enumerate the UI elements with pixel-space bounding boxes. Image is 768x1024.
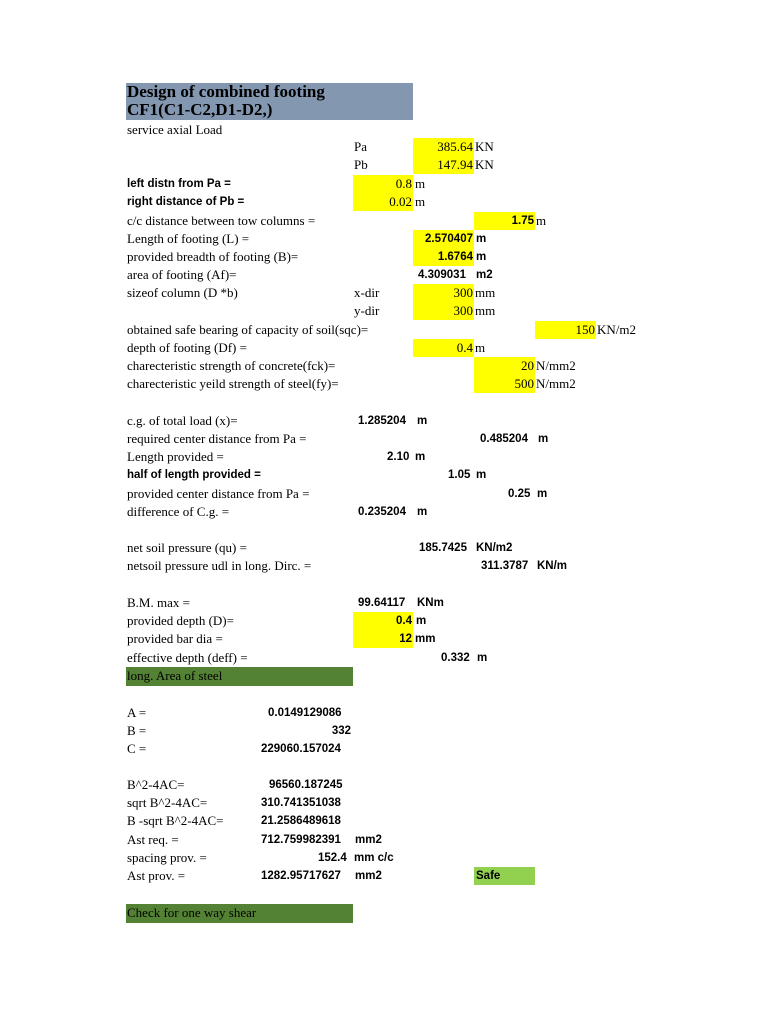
ast-req-label: Ast req. = [127,832,179,847]
spacing-unit: mm c/c [354,852,394,864]
left-distn-unit: m [415,176,426,191]
fy-unit: N/mm2 [536,376,576,391]
half-length-unit: m [476,469,487,481]
b2-4ac-value: 96560.187245 [269,779,343,791]
breadth-footing-value: 1.6764 [437,251,473,263]
cc-dist-label: c/c distance between tow columns = [127,213,316,228]
b-sqrt-value: 21.2586489618 [261,815,341,827]
ast-prov-unit: mm2 [355,870,382,882]
column-y-value: 300 [453,303,473,318]
prov-center-value: 0.25 [508,488,531,500]
net-udl-label: netsoil pressure udl in long. Dirc. = [127,558,312,573]
pb-label: Pb [354,157,368,172]
column-x-dir: x-dir [354,285,380,300]
pb-unit: KN [475,157,494,172]
service-axial-load-label: service axial Load [127,122,223,137]
right-dist-label: right distance of Pb = [127,196,245,208]
sqrt-b2-4ac-label: sqrt B^2-4AC= [127,795,208,810]
bm-max-unit: KNm [417,597,444,609]
half-length-value: 1.05 [448,469,471,481]
net-soil-label: net soil pressure (qu) = [127,540,247,555]
ast-req-value: 712.759982391 [261,834,341,846]
fck-value: 20 [521,358,534,373]
prov-depth-value: 0.4 [396,615,412,627]
area-footing-unit: m2 [476,269,493,281]
cc-dist-unit: m [536,213,547,228]
length-footing-unit: m [476,233,487,245]
column-y-unit: mm [475,303,496,318]
eff-depth-value: 0.332 [441,652,470,664]
depth-footing-unit: m [475,340,486,355]
fck-unit: N/mm2 [536,358,576,373]
fy-label: charecteristic yeild strength of steel(fy)= [127,376,339,391]
area-footing-value: 4.309031 [418,269,466,281]
a-label: A = [127,705,147,720]
fck-label: charecteristic strength of concrete(fck)= [127,358,336,373]
ast-prov-value: 1282.95717627 [261,870,341,882]
ast-prov-status: Safe [476,870,501,882]
spacing-label: spacing prov. = [127,850,207,865]
bar-dia-unit: mm [415,633,436,645]
length-provided-value: 2.10 [387,451,410,463]
diff-cg-unit: m [417,506,428,518]
a-value: 0.0149129086 [268,707,342,719]
sbc-unit: KN/m2 [597,322,636,337]
net-udl-unit: KN/m [537,560,568,572]
column-y-dir: y-dir [354,303,380,318]
depth-footing-label: depth of footing (Df) = [127,340,247,355]
length-footing-label: Length of footing (L) = [127,231,250,246]
breadth-footing-label: provided breadth of footing (B)= [127,249,299,264]
cg-total-unit: m [417,415,428,427]
long-area-header: long. Area of steel [127,668,223,683]
length-provided-label: Length provided = [127,449,224,464]
c-value: 229060.157024 [261,743,341,755]
area-footing-label: area of footing (Af)= [127,267,237,282]
one-way-shear-header: Check for one way shear [127,905,257,920]
fy-value: 500 [514,376,534,391]
b-sqrt-label: B -sqrt B^2-4AC= [127,813,224,828]
half-length-label: half of length provided = [127,469,261,481]
column-x-unit: mm [475,285,496,300]
breadth-footing-unit: m [476,251,487,263]
column-x-value: 300 [453,285,473,300]
cg-total-value: 1.285204 [358,415,406,427]
req-center-label: required center distance from Pa = [127,431,307,446]
bm-max-label: B.M. max = [127,595,190,610]
net-soil-value: 185.7425 [419,542,467,554]
bm-max-value: 99.64117 [358,597,406,609]
eff-depth-unit: m [477,652,488,664]
pa-unit: KN [475,139,494,154]
c-label: C = [127,741,147,756]
pa-value: 385.64 [437,139,473,154]
prov-depth-label: provided depth (D)= [127,613,234,628]
ast-req-unit: mm2 [355,834,382,846]
sqrt-b2-4ac-value: 310.741351038 [261,797,341,809]
b2-4ac-label: B^2-4AC= [127,777,185,792]
b-label: B = [127,723,147,738]
eff-depth-label: effective depth (deff) = [127,650,248,665]
bar-dia-label: provided bar dia = [127,631,223,646]
pb-value: 147.94 [437,157,473,172]
right-dist-unit: m [415,194,426,209]
title-line-1: Design of combined footing [127,82,325,101]
net-udl-value: 311.3787 [481,560,529,572]
bar-dia-value: 12 [399,633,412,645]
cc-dist-value: 1.75 [511,215,534,227]
spacing-value: 152.4 [318,852,347,864]
ast-prov-label: Ast prov. = [127,868,186,883]
right-dist-value: 0.02 [389,194,412,209]
pa-label: Pa [354,139,367,154]
req-center-unit: m [538,433,549,445]
prov-depth-unit: m [416,615,427,627]
title-line-2: CF1(C1-C2,D1-D2,) [127,100,273,119]
diff-cg-value: 0.235204 [358,506,406,518]
column-size-label: sizeof column (D *b) [127,285,238,300]
left-distn-label: left distn from Pa = [127,178,231,190]
b-value: 332 [331,725,351,737]
cg-total-label: c.g. of total load (x)= [127,413,238,428]
sbc-value: 150 [575,322,595,337]
length-provided-unit: m [415,451,426,463]
depth-footing-value: 0.4 [456,340,473,355]
prov-center-unit: m [537,488,548,500]
req-center-value: 0.485204 [480,433,528,445]
left-distn-value: 0.8 [395,176,412,191]
sbc-label: obtained safe bearing of capacity of soil(sqc)= [127,322,369,337]
length-footing-value: 2.570407 [425,233,473,245]
diff-cg-label: difference of C.g. = [127,504,230,519]
prov-center-label: provided center distance from Pa = [127,486,310,501]
net-soil-unit: KN/m2 [476,542,513,554]
